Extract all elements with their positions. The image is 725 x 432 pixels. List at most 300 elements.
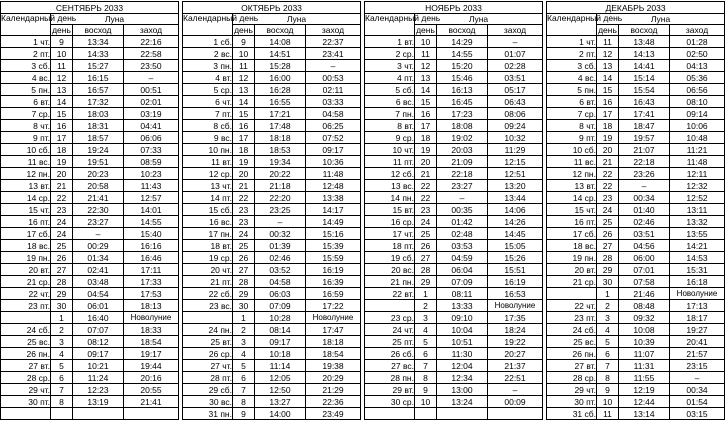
calendar-day-cell: 7 ср. bbox=[547, 108, 597, 120]
moon-day-cell: 3 bbox=[415, 312, 437, 324]
moonrise-cell: 12:34 bbox=[437, 372, 488, 384]
moonset-cell: 10:23 bbox=[124, 168, 179, 180]
table-row bbox=[183, 360, 361, 372]
moonset-cell: 02:11 bbox=[306, 84, 361, 96]
table-row bbox=[365, 156, 543, 168]
table-row bbox=[183, 60, 361, 72]
table-row bbox=[547, 396, 725, 408]
moonset-cell: 13:44 bbox=[488, 192, 543, 204]
table-row bbox=[1, 156, 179, 168]
moonrise-cell: 03:51 bbox=[619, 228, 670, 240]
moonset-cell: 06:06 bbox=[124, 132, 179, 144]
calendar-day-cell: 11 пт. bbox=[365, 156, 415, 168]
moon-day-cell: 20 bbox=[51, 168, 73, 180]
moonset-cell: 18:18 bbox=[306, 336, 361, 348]
calendar-day-cell: 14 ср. bbox=[1, 192, 51, 204]
table-row bbox=[365, 288, 543, 300]
table-row bbox=[365, 276, 543, 288]
moonset-cell: 15:26 bbox=[488, 252, 543, 264]
table-row bbox=[1, 264, 179, 276]
moonset-cell bbox=[124, 408, 179, 420]
moonrise-cell: 17:41 bbox=[619, 108, 670, 120]
moon-day-cell: 4 bbox=[415, 324, 437, 336]
moonset-cell: 17:53 bbox=[124, 288, 179, 300]
table-row bbox=[1, 120, 179, 132]
moonrise-cell: 09:17 bbox=[255, 336, 306, 348]
calendar-day-cell: 18 вт. bbox=[183, 240, 233, 252]
calendar-day-cell: 24 сб. bbox=[1, 324, 51, 336]
moon-day-cell: 19 bbox=[51, 156, 73, 168]
moonset-cell: 14:49 bbox=[306, 216, 361, 228]
calendar-day-cell: 27 вс. bbox=[365, 360, 415, 372]
moonrise-cell: – bbox=[437, 192, 488, 204]
moonset-cell: – bbox=[670, 372, 725, 384]
moon-day-cell: 22 bbox=[597, 168, 619, 180]
header-moon-day: день bbox=[416, 25, 435, 35]
table-row bbox=[183, 96, 361, 108]
moonrise-cell: 11:31 bbox=[619, 360, 670, 372]
table-row bbox=[547, 204, 725, 216]
calendar-day-cell: 10 сб. bbox=[547, 144, 597, 156]
calendar-day-cell: 1 сб. bbox=[183, 36, 233, 48]
table-row bbox=[183, 228, 361, 240]
table-row bbox=[547, 192, 725, 204]
calendar-day-cell: 28 ср. bbox=[547, 372, 597, 384]
moon-day-cell: 23 bbox=[51, 204, 73, 216]
moonset-cell: 00:51 bbox=[124, 84, 179, 96]
table-row bbox=[365, 60, 543, 72]
moonrise-cell: 15:20 bbox=[437, 60, 488, 72]
calendar-day-cell: 19 пн. bbox=[1, 252, 51, 264]
table-row bbox=[365, 264, 543, 276]
moonset-cell: 20:29 bbox=[306, 372, 361, 384]
calendar-day-cell: 2 ср. bbox=[365, 48, 415, 60]
moon-day-cell: 22 bbox=[233, 192, 255, 204]
moonrise-cell: 12:04 bbox=[437, 360, 488, 372]
calendar-day-cell: 21 пн. bbox=[365, 276, 415, 288]
moon-day-cell: 1 bbox=[415, 288, 437, 300]
calendar-day-cell: 22 чт. bbox=[547, 300, 597, 312]
moon-day-cell: 18 bbox=[597, 120, 619, 132]
moon-day-cell: 8 bbox=[597, 372, 619, 384]
moonset-cell: 19:44 bbox=[124, 360, 179, 372]
header-calendar-day: Календарный день bbox=[1, 14, 51, 36]
moonrise-cell: 19:57 bbox=[619, 132, 670, 144]
calendar-day-cell: 3 пн. bbox=[183, 60, 233, 72]
calendar-day-cell: 27 чт. bbox=[183, 360, 233, 372]
moon-day-cell: 23 bbox=[233, 216, 255, 228]
table-row bbox=[547, 384, 725, 396]
moonrise-cell: 14:00 bbox=[255, 408, 306, 420]
moon-day-cell: 7 bbox=[233, 384, 255, 396]
moonrise-cell: 13:48 bbox=[619, 36, 670, 48]
moonset-cell: 22:51 bbox=[488, 372, 543, 384]
moonrise-cell: 00:32 bbox=[255, 228, 306, 240]
calendar-day-cell bbox=[1, 312, 51, 324]
moonrise-cell: 08:12 bbox=[73, 336, 124, 348]
calendar-day-cell: 14 пн. bbox=[365, 192, 415, 204]
table-row bbox=[183, 144, 361, 156]
moon-day-cell: 7 bbox=[415, 360, 437, 372]
moonset-cell: 15:05 bbox=[488, 240, 543, 252]
moonset-cell: Новолуние bbox=[124, 312, 179, 324]
table-row bbox=[547, 240, 725, 252]
calendar-day-cell bbox=[183, 312, 233, 324]
calendar-day-cell: 12 пн. bbox=[547, 168, 597, 180]
table-row bbox=[183, 156, 361, 168]
moon-day-cell: 11 bbox=[597, 36, 619, 48]
calendar-day-cell: 2 пт. bbox=[547, 48, 597, 60]
table-row bbox=[365, 84, 543, 96]
moonrise-cell: 16:55 bbox=[255, 96, 306, 108]
header-calendar-day: Календарный день bbox=[365, 14, 415, 36]
table-row bbox=[547, 324, 725, 336]
table-row bbox=[365, 180, 543, 192]
table-row bbox=[547, 372, 725, 384]
header-moonset: заход bbox=[124, 25, 179, 36]
moonset-cell: 18:54 bbox=[124, 336, 179, 348]
moon-day-cell: 5 bbox=[597, 336, 619, 348]
moon-day-cell: 9 bbox=[597, 384, 619, 396]
moonrise-cell: 07:09 bbox=[255, 300, 306, 312]
moon-day-cell: 23 bbox=[415, 204, 437, 216]
moonset-cell: – bbox=[306, 60, 361, 72]
moonset-cell: 17:13 bbox=[670, 300, 725, 312]
moon-day-cell: 6 bbox=[415, 348, 437, 360]
moon-day-cell: 3 bbox=[597, 312, 619, 324]
moon-day-cell: 3 bbox=[51, 336, 73, 348]
moon-day-cell: 25 bbox=[597, 216, 619, 228]
calendar-day-cell: 23 ср. bbox=[365, 312, 415, 324]
moon-day-cell: 14 bbox=[597, 72, 619, 84]
table-row bbox=[547, 108, 725, 120]
table-row bbox=[547, 132, 725, 144]
moonset-cell: 08:59 bbox=[124, 156, 179, 168]
calendar-day-cell: 7 пт. bbox=[183, 108, 233, 120]
moonset-cell: 08:10 bbox=[670, 96, 725, 108]
moonset-cell: 15:39 bbox=[306, 240, 361, 252]
moonrise-cell: 19:34 bbox=[255, 156, 306, 168]
table-row bbox=[1, 288, 179, 300]
table-row bbox=[365, 192, 543, 204]
moonset-cell: 20:41 bbox=[670, 336, 725, 348]
moonrise-cell: 16:40 bbox=[73, 312, 124, 324]
moonset-cell: 17:35 bbox=[488, 312, 543, 324]
calendar-day-cell: 6 вт. bbox=[1, 96, 51, 108]
calendar-day-cell: 27 вт. bbox=[547, 360, 597, 372]
moonrise-cell: 19:51 bbox=[73, 156, 124, 168]
moonset-cell: 18:33 bbox=[124, 324, 179, 336]
moonrise-cell: 18:18 bbox=[255, 132, 306, 144]
moon-day-cell: 2 bbox=[51, 324, 73, 336]
table-row bbox=[1, 252, 179, 264]
moon-day-cell: 24 bbox=[415, 216, 437, 228]
moon-day-cell: 13 bbox=[51, 84, 73, 96]
moonset-cell: 16:18 bbox=[670, 276, 725, 288]
moonrise-cell: 10:39 bbox=[619, 336, 670, 348]
moon-day-cell: 9 bbox=[51, 36, 73, 48]
table-row bbox=[365, 108, 543, 120]
table-row bbox=[183, 312, 361, 324]
calendar-day-cell: 25 вт. bbox=[183, 336, 233, 348]
moon-day-cell: 28 bbox=[415, 264, 437, 276]
calendar-day-cell: 1 чт. bbox=[547, 36, 597, 48]
calendar-day-cell: 30 вс. bbox=[183, 396, 233, 408]
moonrise-cell: 07:07 bbox=[73, 324, 124, 336]
table-row bbox=[365, 36, 543, 48]
moonset-cell: 11:48 bbox=[306, 168, 361, 180]
moonset-cell: 10:06 bbox=[670, 120, 725, 132]
moonrise-cell: 21:41 bbox=[73, 192, 124, 204]
moon-day-cell: 30 bbox=[597, 276, 619, 288]
moonset-cell: 17:47 bbox=[306, 324, 361, 336]
moonrise-cell: 20:03 bbox=[437, 144, 488, 156]
moonrise-cell: 08:11 bbox=[437, 288, 488, 300]
moonrise-cell: 07:58 bbox=[619, 276, 670, 288]
moonrise-cell: 14:13 bbox=[619, 48, 670, 60]
moon-day-cell: 4 bbox=[233, 348, 255, 360]
moonset-cell: 13:55 bbox=[670, 228, 725, 240]
moonrise-cell: 16:15 bbox=[73, 72, 124, 84]
moonset-cell: 23:50 bbox=[124, 60, 179, 72]
moon-day-cell: 7 bbox=[597, 360, 619, 372]
moon-day-cell: 26 bbox=[597, 228, 619, 240]
table-row bbox=[365, 240, 543, 252]
moonrise-cell: 13:33 bbox=[437, 300, 488, 312]
moonrise-cell: 02:46 bbox=[619, 216, 670, 228]
moon-day-cell: 8 bbox=[51, 396, 73, 408]
table-row bbox=[183, 192, 361, 204]
moon-day-cell: 5 bbox=[51, 360, 73, 372]
calendar-day-cell: 18 пт. bbox=[365, 240, 415, 252]
moonset-cell: 22:37 bbox=[306, 36, 361, 48]
moon-day-cell: 29 bbox=[597, 264, 619, 276]
table-row bbox=[1, 36, 179, 48]
calendar-day-cell: 11 вс. bbox=[547, 156, 597, 168]
header-calendar-day: Календарный день bbox=[547, 14, 597, 36]
table-row bbox=[547, 276, 725, 288]
moonset-cell: 14:17 bbox=[306, 204, 361, 216]
calendar-day-cell: 24 сб. bbox=[547, 324, 597, 336]
moonrise-cell: 18:47 bbox=[619, 120, 670, 132]
moonrise-cell: 17:32 bbox=[73, 96, 124, 108]
calendar-day-cell: 21 пт. bbox=[183, 276, 233, 288]
table-row bbox=[183, 48, 361, 60]
moonset-cell: 16:59 bbox=[306, 288, 361, 300]
moonset-cell: 03:51 bbox=[488, 72, 543, 84]
moon-day-cell: 27 bbox=[415, 252, 437, 264]
calendar-day-cell bbox=[1, 408, 51, 420]
moon-day-cell: 21 bbox=[415, 168, 437, 180]
moonset-cell: – bbox=[488, 36, 543, 48]
header-moon: Луна bbox=[233, 14, 361, 25]
moonrise-cell: 01:40 bbox=[619, 204, 670, 216]
moonset-cell: 03:15 bbox=[670, 408, 725, 420]
calendar-day-cell: 23 вс. bbox=[183, 300, 233, 312]
moonset-cell: 19:27 bbox=[670, 324, 725, 336]
moonset-cell: 05:17 bbox=[488, 84, 543, 96]
calendar-day-cell: 9 пт. bbox=[547, 132, 597, 144]
moonrise-cell: 04:59 bbox=[437, 252, 488, 264]
moon-day-cell: 18 bbox=[415, 132, 437, 144]
moonrise-cell: 11:07 bbox=[619, 348, 670, 360]
moon-day-cell: 12 bbox=[51, 72, 73, 84]
moon-day-cell: 13 bbox=[233, 84, 255, 96]
calendar-day-cell: 22 сб. bbox=[183, 288, 233, 300]
moon-day-cell: 10 bbox=[51, 48, 73, 60]
moonrise-cell: 21:46 bbox=[619, 288, 670, 300]
calendar-day-cell: 30 пт. bbox=[1, 396, 51, 408]
moonset-cell: 14:53 bbox=[670, 252, 725, 264]
moonset-cell: 12:57 bbox=[124, 192, 179, 204]
moon-day-cell: 26 bbox=[233, 252, 255, 264]
moonrise-cell: 10:18 bbox=[255, 348, 306, 360]
moonset-cell: 23:41 bbox=[306, 48, 361, 60]
moonset-cell: 04:13 bbox=[670, 60, 725, 72]
moonrise-cell: 14:08 bbox=[255, 36, 306, 48]
moonset-cell: 16:16 bbox=[124, 240, 179, 252]
table-row bbox=[183, 324, 361, 336]
calendar-day-cell: 11 вт. bbox=[183, 156, 233, 168]
table-row bbox=[183, 216, 361, 228]
moon-day-cell: 25 bbox=[233, 240, 255, 252]
table-row bbox=[365, 336, 543, 348]
moon-day-cell: 16 bbox=[415, 108, 437, 120]
moonrise-cell: 13:24 bbox=[437, 396, 488, 408]
moon-day-cell: 4 bbox=[51, 348, 73, 360]
month-title: СЕНТЯБРЬ 2033 bbox=[1, 2, 179, 14]
table-row bbox=[547, 288, 725, 300]
moonrise-cell: 15:54 bbox=[619, 84, 670, 96]
moon-day-cell: 2 bbox=[415, 300, 437, 312]
table-row bbox=[183, 300, 361, 312]
table-row bbox=[547, 180, 725, 192]
table-row bbox=[1, 360, 179, 372]
moonset-cell: 04:41 bbox=[124, 120, 179, 132]
moon-day-cell: 11 bbox=[233, 60, 255, 72]
moon-day-cell: 29 bbox=[233, 288, 255, 300]
calendar-day-cell: 11 вс. bbox=[1, 156, 51, 168]
moonrise-cell: 22:30 bbox=[73, 204, 124, 216]
moonset-cell: 18:17 bbox=[670, 312, 725, 324]
table-row bbox=[1, 228, 179, 240]
moon-day-cell: 6 bbox=[233, 372, 255, 384]
moon-day-cell: 24 bbox=[51, 216, 73, 228]
calendar-day-cell: 29 чт. bbox=[547, 384, 597, 396]
table-row bbox=[547, 96, 725, 108]
calendar-day-cell: 5 сб. bbox=[365, 84, 415, 96]
moonrise-cell: 16:43 bbox=[619, 96, 670, 108]
moonset-cell: 13:20 bbox=[488, 180, 543, 192]
moonrise-cell: 11:30 bbox=[437, 348, 488, 360]
moonset-cell: 09:14 bbox=[670, 108, 725, 120]
moon-day-cell: 5 bbox=[233, 360, 255, 372]
table-row bbox=[547, 312, 725, 324]
moon-day-cell: 12 bbox=[415, 60, 437, 72]
moonset-cell: 19:22 bbox=[488, 336, 543, 348]
moon-day-cell: 18 bbox=[233, 144, 255, 156]
moonrise-cell: 21:18 bbox=[255, 180, 306, 192]
moonrise-cell: 13:00 bbox=[437, 384, 488, 396]
moonset-cell: 06:43 bbox=[488, 96, 543, 108]
calendar-day-cell: 2 пт. bbox=[1, 48, 51, 60]
moonset-cell: 12:51 bbox=[488, 168, 543, 180]
moon-day-cell: 11 bbox=[51, 60, 73, 72]
moonrise-cell: 20:58 bbox=[73, 180, 124, 192]
moonset-cell: 06:56 bbox=[670, 84, 725, 96]
moon-day-cell: 21 bbox=[597, 156, 619, 168]
moonset-cell: 10:32 bbox=[488, 132, 543, 144]
moon-day-cell: 2 bbox=[233, 324, 255, 336]
calendar-day-cell: 17 сб. bbox=[547, 228, 597, 240]
moonset-cell: 00:53 bbox=[306, 72, 361, 84]
moonrise-cell: 11:14 bbox=[255, 360, 306, 372]
moon-day-cell: 22 bbox=[51, 192, 73, 204]
calendar-day-cell: 24 чт. bbox=[365, 324, 415, 336]
moon-day-cell: 28 bbox=[51, 276, 73, 288]
table-row bbox=[183, 36, 361, 48]
moon-day-cell: 27 bbox=[233, 264, 255, 276]
moon-day-cell: 30 bbox=[51, 300, 73, 312]
moonrise-cell: 06:01 bbox=[73, 300, 124, 312]
moonset-cell: 20:16 bbox=[124, 372, 179, 384]
header-moonrise: восход bbox=[73, 25, 124, 36]
moonset-cell: 01:54 bbox=[670, 396, 725, 408]
moonset-cell: 02:28 bbox=[488, 60, 543, 72]
moon-day-cell: 19 bbox=[415, 144, 437, 156]
moonrise-cell: 17:23 bbox=[437, 108, 488, 120]
header-moon: Луна bbox=[415, 14, 543, 25]
moonset-cell: 23:49 bbox=[306, 408, 361, 420]
moonrise-cell: 02:46 bbox=[255, 252, 306, 264]
moonset-cell: 15:40 bbox=[124, 228, 179, 240]
moon-day-cell: 23 bbox=[233, 204, 255, 216]
moonrise-cell: 10:51 bbox=[437, 336, 488, 348]
moonrise-cell: 16:00 bbox=[255, 72, 306, 84]
moonrise-cell bbox=[73, 408, 124, 420]
moon-day-cell: 13 bbox=[597, 60, 619, 72]
moonrise-cell: 04:56 bbox=[619, 240, 670, 252]
calendar-day-cell: 5 пн. bbox=[1, 84, 51, 96]
moonrise-cell: 10:08 bbox=[619, 324, 670, 336]
table-row bbox=[365, 324, 543, 336]
table-row bbox=[183, 240, 361, 252]
moonrise-cell: 06:04 bbox=[437, 264, 488, 276]
moonset-cell: 14:26 bbox=[488, 216, 543, 228]
moonrise-cell: 22:18 bbox=[619, 156, 670, 168]
moonrise-cell: 10:21 bbox=[73, 360, 124, 372]
moonset-cell bbox=[488, 408, 543, 420]
table-row bbox=[1, 312, 179, 324]
moon-day-cell: 24 bbox=[233, 228, 255, 240]
moonrise-cell: 11:55 bbox=[619, 372, 670, 384]
moonrise-cell: 10:28 bbox=[255, 312, 306, 324]
calendar-day-cell: 17 чт. bbox=[365, 228, 415, 240]
moon-day-cell: 4 bbox=[597, 324, 619, 336]
month-title: НОЯБРЬ 2033 bbox=[365, 2, 543, 14]
table-row bbox=[183, 372, 361, 384]
moonset-cell: 17:22 bbox=[306, 300, 361, 312]
moonrise-cell: 17:21 bbox=[255, 108, 306, 120]
calendar-day-cell: 22 вт. bbox=[365, 288, 415, 300]
calendar-day-cell: 1 вт. bbox=[365, 36, 415, 48]
moonrise-cell: 23:25 bbox=[255, 204, 306, 216]
calendar-day-cell: 27 вт. bbox=[1, 360, 51, 372]
table-row bbox=[365, 252, 543, 264]
table-row bbox=[183, 408, 361, 420]
moon-day-cell: 26 bbox=[415, 240, 437, 252]
calendar-day-cell: 13 вт. bbox=[1, 180, 51, 192]
